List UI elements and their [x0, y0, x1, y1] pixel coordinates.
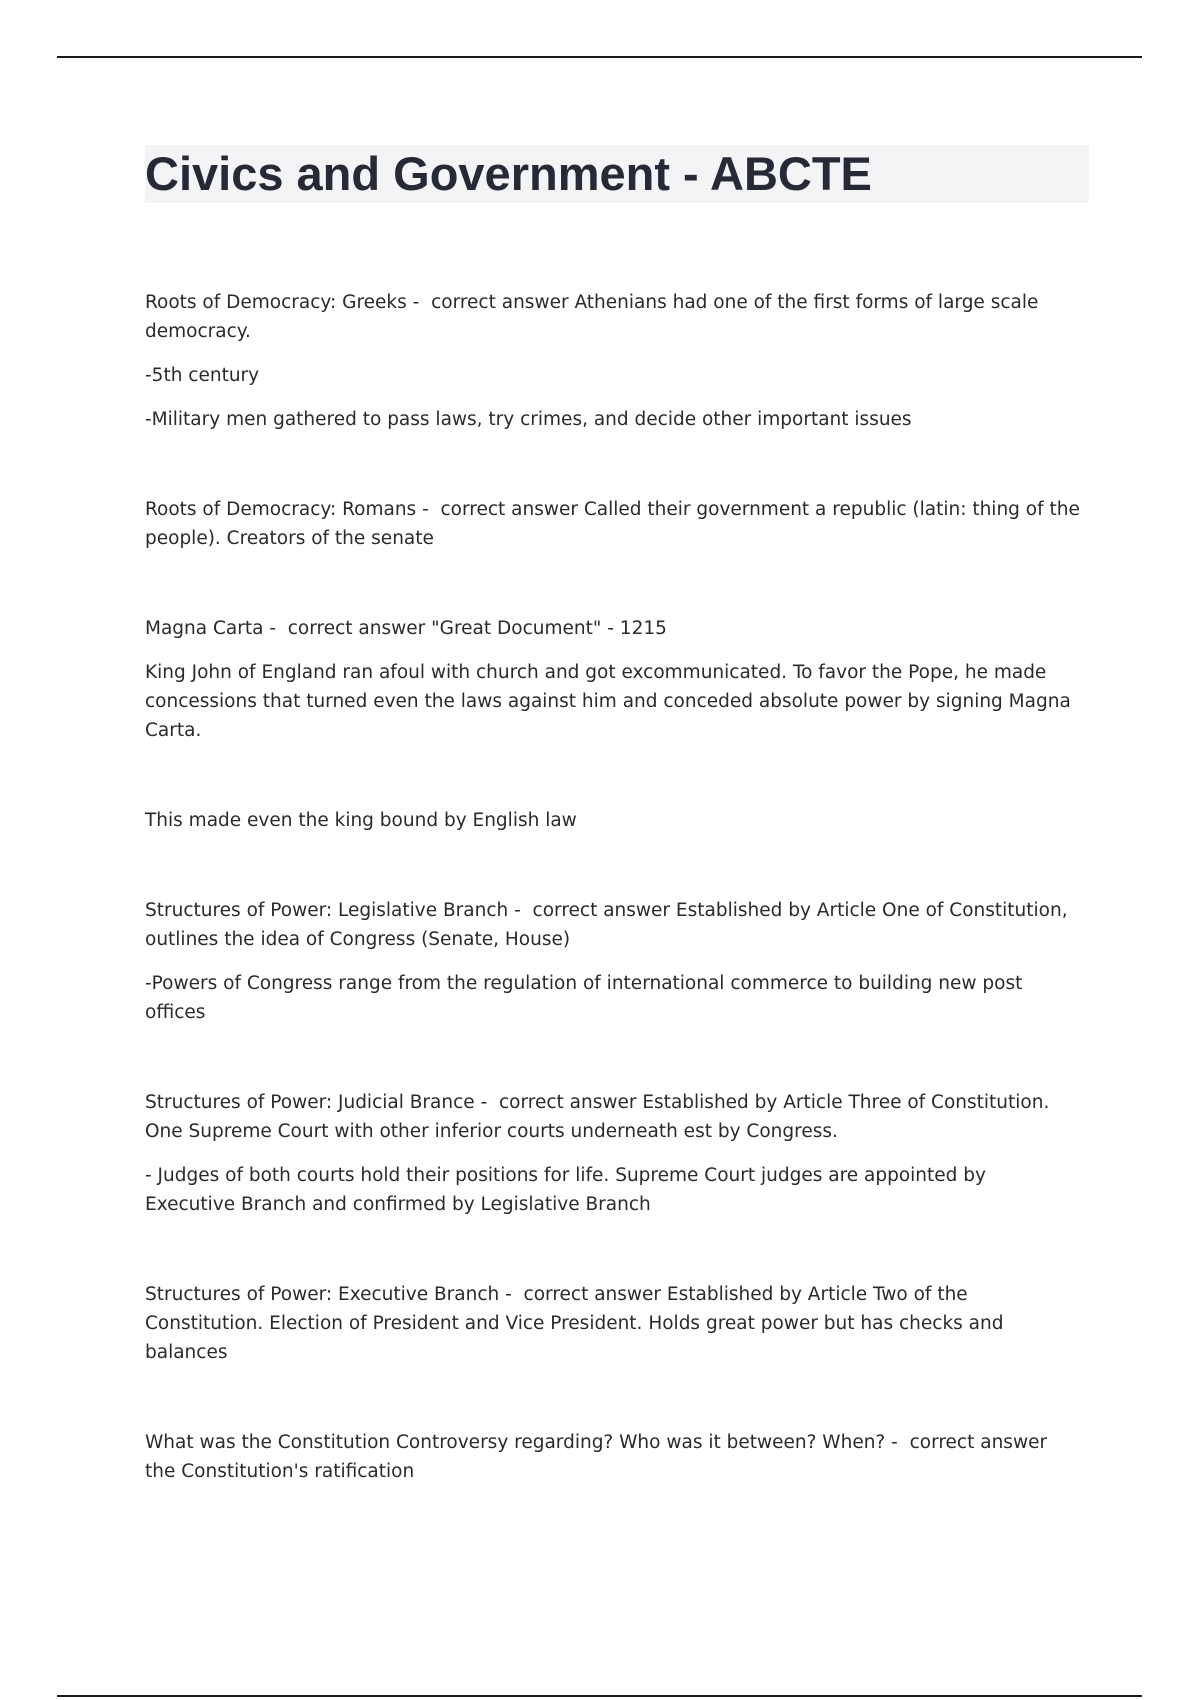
spacer — [145, 850, 1080, 896]
answer-text: Established by Article Two of the Constitution. Election of President and Vice President. Holds great power but has checks and balances — [145, 1284, 1004, 1363]
card-executive-qa: Structures of Power: Executive Branch - correct answer Established by Article Two of the Constitution. Election of President and Vice President. Holds great power but has checks and balances — [145, 1284, 1004, 1363]
spacer — [145, 568, 1080, 614]
card-magna-carta-note-2: This made even the king bound by English law — [145, 810, 577, 831]
spacer — [145, 760, 1080, 806]
answer-text: the Constitution's ratification — [145, 1461, 415, 1482]
card-magna-carta-qa: Magna Carta - correct answer "Great Document" - 1215 — [145, 618, 667, 639]
document-title: Civics and Government - ABCTE — [145, 147, 872, 200]
question-text: Structures of Power: Legislative Branch — [145, 900, 509, 921]
spacer — [145, 1234, 1080, 1280]
spacer — [145, 1042, 1080, 1088]
question-text: Magna Carta — [145, 618, 264, 639]
card-magna-carta-note-1: King John of England ran afoul with church and got excommunicated. To favor the Pope, he made concessions that turned even the laws against him and conceded absolute power by signing Magna Carta. — [145, 662, 1071, 741]
question-text: Structures of Power: Judicial Brance — [145, 1092, 475, 1113]
top-rule — [57, 56, 1142, 58]
answer-text: Athenians had one of the first forms of large scale democracy. — [145, 292, 1039, 342]
card-greeks-note-1: -5th century — [145, 365, 260, 386]
card-judicial-note-1: - Judges of both courts hold their positions for life. Supreme Court judges are appointed by Executive Branch and confirmed by Legislative Branch — [145, 1165, 986, 1215]
card-legislative-note-1: -Powers of Congress range from the regulation of international commerce to building new post offices — [145, 973, 1023, 1023]
card-romans-qa: Roots of Democracy: Romans - correct answer Called their government a republic (latin: thing of the people). Creators of the senate — [145, 499, 1080, 549]
card-legislative-qa: Structures of Power: Legislative Branch - correct answer Established by Article One of Constitution, outlines the idea of Congress (Senate, House) — [145, 900, 1068, 950]
question-text: What was the Constitution Controversy regarding? Who was it between? When? — [145, 1432, 886, 1453]
card-greeks-qa: Roots of Democracy: Greeks - correct answer Athenians had one of the first forms of large scale democracy. — [145, 292, 1039, 342]
answer-text: Established by Article Three of Constitution. One Supreme Court with other inferior courts underneath est by Congress. — [145, 1092, 1050, 1142]
question-text: Roots of Democracy: Romans — [145, 499, 417, 520]
card-constitution-controversy-qa: What was the Constitution Controversy regarding? Who was it between? When? - correct answer the Constitution's ratification — [145, 1432, 1048, 1482]
answer-text: Called their government a republic (latin: thing of the people). Creators of the senate — [145, 499, 1080, 549]
bottom-rule — [57, 1695, 1142, 1697]
question-text: Roots of Democracy: Greeks — [145, 292, 407, 313]
card-judicial-qa: Structures of Power: Judicial Brance - correct answer Established by Article Three of Constitution. One Supreme Court with other inferior courts underneath est by Congress. — [145, 1092, 1050, 1142]
spacer — [145, 1382, 1080, 1428]
answer-text: "Great Document" - 1215 — [431, 618, 667, 639]
answer-text: Established by Article One of Constitution, outlines the idea of Congress (Senate, House) — [145, 900, 1068, 950]
question-text: Structures of Power: Executive Branch — [145, 1284, 500, 1305]
card-greeks-note-2: -Military men gathered to pass laws, try crimes, and decide other important issues — [145, 409, 912, 430]
spacer — [145, 449, 1080, 495]
document-body — [145, 288, 1080, 1501]
